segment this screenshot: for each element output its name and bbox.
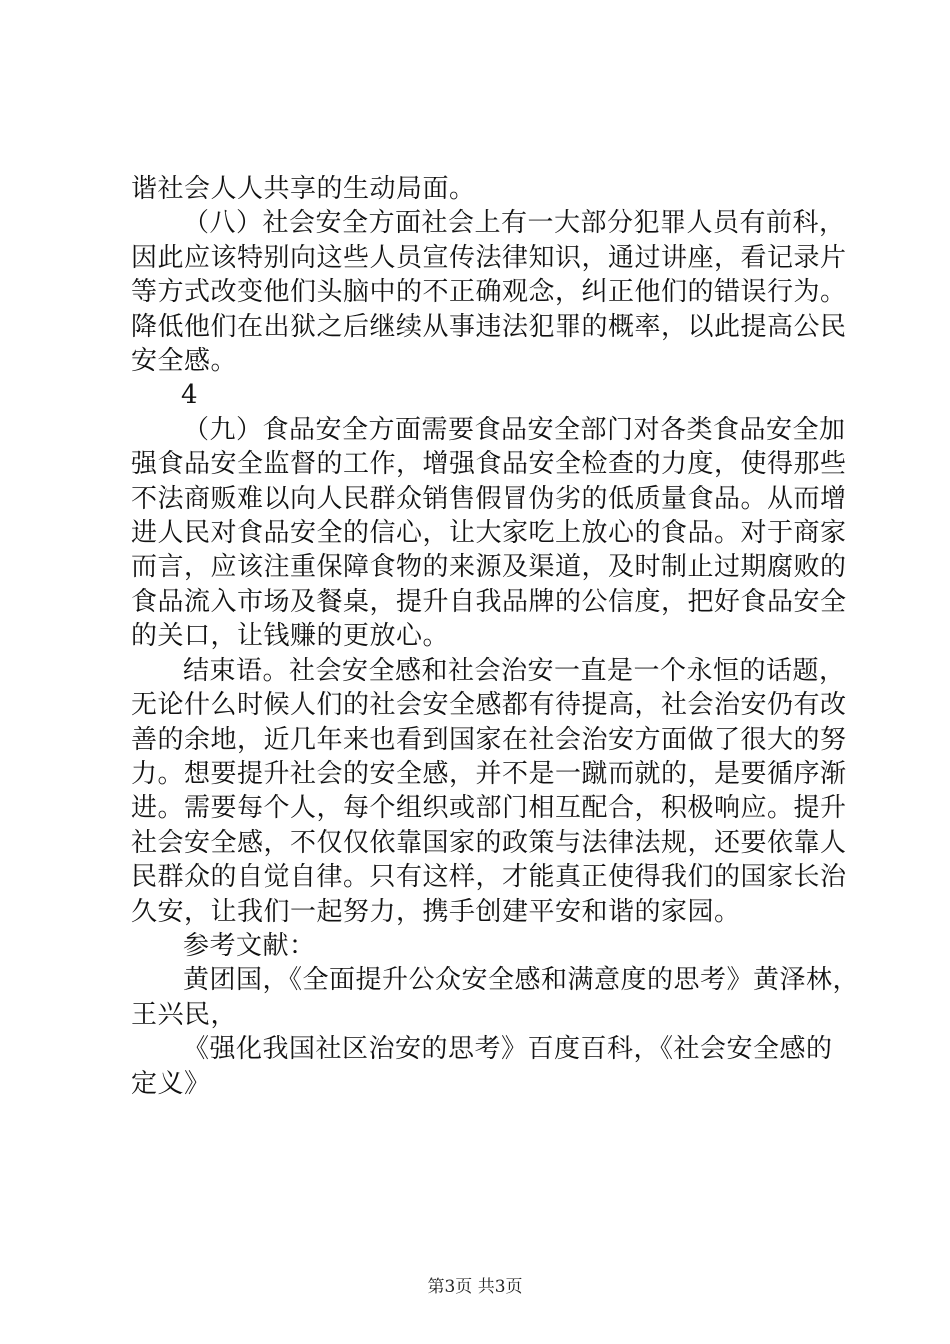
text-line: 的关口，让钱赚的更放心。 xyxy=(131,621,450,652)
page-footer xyxy=(0,1272,950,1297)
text-line: 谐社会人人共享的生动局面。 xyxy=(131,174,476,204)
text-line: 民群众的自觉自律。只有这样，才能真正使得我们的国家长治 xyxy=(131,862,847,893)
text-line: 等方式改变他们头脑中的不正确观念，纠正他们的错误行为。 xyxy=(131,277,847,308)
text-line: 因此应该特别向这些人员宣传法律知识，通过讲座，看记录片 xyxy=(131,242,847,273)
paragraph-conclusion-start: 结束语。社会安全感和社会治安一直是一个永恒的话题， xyxy=(183,655,846,686)
text-line: 降低他们在出狱之后继续从事违法犯罪的概率，以此提高公民 xyxy=(131,311,847,342)
reference-item: 《强化我国社区治安的思考》百度百科，《社会安全感的 xyxy=(183,1034,833,1065)
text-line: 久安，让我们一起努力，携手创建平安和谐的家园。 xyxy=(131,896,741,927)
text-line: 进人民对食品安全的信心，让大家吃上放心的食品。对于商家 xyxy=(131,518,847,549)
document-body xyxy=(131,172,860,1101)
references-heading: 参考文献： xyxy=(183,930,316,961)
text-line: 无论什么时候人们的社会安全感都有待提高，社会治安仍有改 xyxy=(131,690,847,721)
page-number-label: 第3页 共3页 xyxy=(427,1277,523,1297)
text-line: 社会安全感，不仅仅依靠国家的政策与法律法规，还要依靠人 xyxy=(131,827,847,858)
text-line: 食品流入市场及餐桌，提升自我品牌的公信度，把好食品安全 xyxy=(131,586,847,617)
reference-item-continued: 王兴民， xyxy=(131,999,238,1030)
text-line: 而言，应该注重保障食物的来源及渠道，及时制止过期腐败的 xyxy=(131,552,847,583)
text-line: 进。需要每个人，每个组织或部门相互配合，积极响应。提升 xyxy=(131,793,847,824)
text-line: 不法商贩难以向人民群众销售假冒伪劣的低质量食品。从而增 xyxy=(131,483,847,514)
text-line: 强食品安全监督的工作，增强食品安全检查的力度，使得那些 xyxy=(131,449,847,480)
reference-item: 黄团国，《全面提升公众安全感和满意度的思考》黄泽林， xyxy=(183,965,860,996)
inline-page-number: 4 xyxy=(181,380,199,411)
text-line: 善的余地，近几年来也看到国家在社会治安方面做了很大的努 xyxy=(131,724,847,755)
paragraph-section-9-start: （九）食品安全方面需要食品安全部门对各类食品安全加 xyxy=(183,414,846,445)
paragraph-section-8-start: （八）社会安全方面社会上有一大部分犯罪人员有前科， xyxy=(183,208,846,239)
text-line: 力。想要提升社会的安全感，并不是一蹴而就的，是要循序渐 xyxy=(131,758,847,789)
text-line: 安全感。 xyxy=(131,346,238,377)
reference-item-continued: 定义》 xyxy=(131,1068,211,1099)
